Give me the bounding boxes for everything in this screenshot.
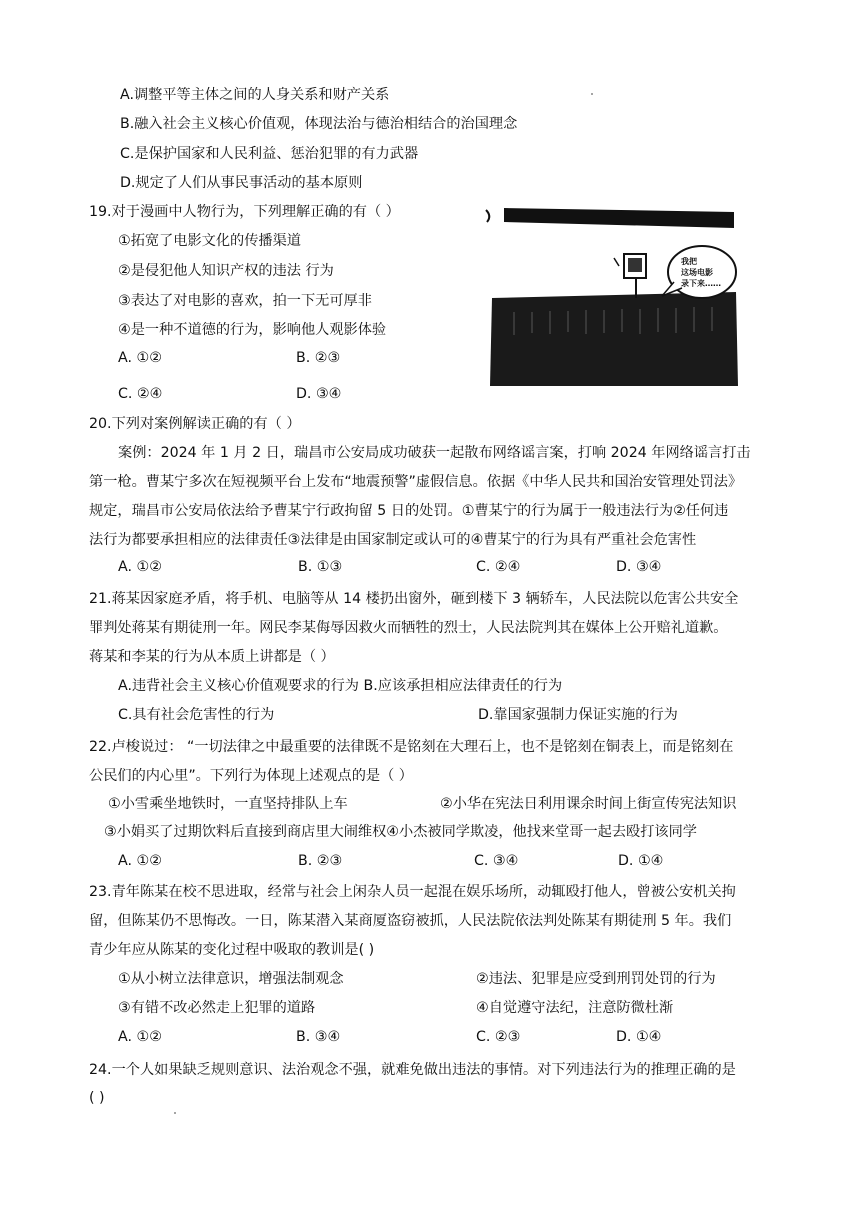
q23-item-1: ①从小树立法律意识，增强法制观念 <box>118 971 344 987</box>
q19-stem: 19.对于漫画中人物行为，下列理解正确的有（ ） <box>89 204 400 220</box>
q18-option-b: B.融入社会主义核心价值观，体现法治与德治相结合的治国理念 <box>120 116 518 132</box>
q20-case-line-3: 规定，瑞昌市公安局依法给予曹某宁行政拘留 5 日的处罚。①曹某宁的行为属于一般违法行为②任何违 <box>89 503 729 519</box>
q22-item-2: ②小华在宪法日利用课余时间上街宣传宪法知识 <box>440 796 737 812</box>
q20-case-line-2: 第一枪。曹某宁多次在短视频平台上发布“地震预警”虚假信息。依据《中华人民共和国治安管理处罚法》 <box>89 474 743 490</box>
q22-item-1: ①小雪乘坐地铁时，一直坚持排队上车 <box>108 796 348 812</box>
q23-line-2: 留，但陈某仍不思悔改。一日，陈某潜入某商厦盗窃被抓，人民法院依法判处陈某有期徒刑 5 年。我们 <box>89 913 732 929</box>
q24-line-1: 24.一个人如果缺乏规则意识、法治观念不强，就难免做出违法的事情。对下列违法行为的推理正确的是 <box>89 1062 736 1078</box>
q23-choice-c: C. ②③ <box>476 1029 521 1045</box>
q20-choice-b: B. ①③ <box>298 559 343 575</box>
bubble-line-2: 这场电影 <box>681 268 713 277</box>
q21-choice-c: C.具有社会危害性的行为 <box>118 707 275 723</box>
q24-line-2: ( ) <box>89 1090 105 1106</box>
q21-line-3: 蒋某和李某的行为从本质上讲都是（ ） <box>89 649 335 665</box>
scan-speck <box>591 93 593 95</box>
q21-line-2: 罪判处蒋某有期徒刑一年。网民李某侮辱因救火而牺牲的烈士，人民法院判其在媒体上公开赔礼道歉。 <box>89 620 728 636</box>
q19-choice-b: B. ②③ <box>296 350 341 366</box>
q20-case-line-4: 法行为都要承担相应的法律责任③法律是由国家制定或认可的④曹某宁的行为具有严重社会危害性 <box>89 532 697 548</box>
q21-choice-ab: A.违背社会主义核心价值观要求的行为 B.应该承担相应法律责任的行为 <box>118 678 563 694</box>
q19-item-2: ②是侵犯他人知识产权的违法 行为 <box>118 263 334 279</box>
cartoon-image <box>484 200 746 390</box>
scan-speck <box>174 1112 176 1114</box>
q19-item-1: ①拓宽了电影文化的传播渠道 <box>118 233 301 249</box>
q20-choice-d: D. ③④ <box>616 559 662 575</box>
q23-choice-a: A. ①② <box>118 1029 162 1045</box>
q22-choice-a: A. ①② <box>118 853 162 869</box>
q23-item-2: ②违法、犯罪是应受到刑罚处罚的行为 <box>476 971 716 987</box>
q22-choice-b: B. ②③ <box>298 853 343 869</box>
q23-choice-d: D. ①④ <box>616 1029 662 1045</box>
q19-item-3: ③表达了对电影的喜欢，拍一下无可厚非 <box>118 293 372 309</box>
q23-choice-b: B. ③④ <box>296 1029 341 1045</box>
bubble-line-3: 录下来…… <box>681 279 721 288</box>
q22-choice-c: C. ③④ <box>474 853 519 869</box>
q23-item-4: ④自觉遵守法纪，注意防微杜渐 <box>476 1000 674 1016</box>
q23-line-3: 青少年应从陈某的变化过程中吸取的教训是( ) <box>89 942 375 958</box>
q19-choice-c: C. ②④ <box>118 386 163 402</box>
q19-choice-a: A. ①② <box>118 350 162 366</box>
q20-choice-c: C. ②④ <box>476 559 521 575</box>
q23-line-1: 23.青年陈某在校不思进取，经常与社会上闲杂人员一起混在娱乐场所，动辄殴打他人，曾被公安机关拘 <box>89 884 736 900</box>
q19-item-4: ④是一种不道德的行为，影响他人观影体验 <box>118 322 387 338</box>
q22-item-34: ③小娟买了过期饮料后直接到商店里大闹维权④小杰被同学欺凌，他找来堂哥一起去殴打该同学 <box>104 824 697 840</box>
q23-item-3: ③有错不改必然走上犯罪的道路 <box>118 1000 316 1016</box>
q21-line-1: 21.蒋某因家庭矛盾，将手机、电脑等从 14 楼扔出窗外，砸到楼下 3 辆轿车，人民法院以危害公共安全 <box>89 591 739 607</box>
q21-choice-d: D.靠国家强制力保证实施的行为 <box>478 707 678 723</box>
q20-stem: 20.下列对案例解读正确的有（ ） <box>89 416 301 432</box>
q19-choice-d: D. ③④ <box>296 386 342 402</box>
q18-option-a: A.调整平等主体之间的人身关系和财产关系 <box>120 87 390 103</box>
q22-line-2: 公民们的内心里”。下列行为体现上述观点的是（ ） <box>89 768 413 784</box>
q22-line-1: 22.卢梭说过： “一切法律之中最重要的法律既不是铭刻在大理石上，也不是铭刻在铜表上，而是铭刻在 <box>89 739 734 755</box>
q20-choice-a: A. ①② <box>118 559 162 575</box>
q18-option-c: C.是保护国家和人民利益、惩治犯罪的有力武器 <box>120 146 419 162</box>
bubble-line-1: 我把 <box>681 257 697 266</box>
q18-option-d: D.规定了人们从事民事活动的基本原则 <box>120 175 363 191</box>
q22-choice-d: D. ①④ <box>618 853 664 869</box>
q20-case-line-1: 案例：2024 年 1 月 2 日，瑞昌市公安局成功破获一起散布网络谣言案，打响 2024 年网络谣言打击 <box>118 445 751 461</box>
